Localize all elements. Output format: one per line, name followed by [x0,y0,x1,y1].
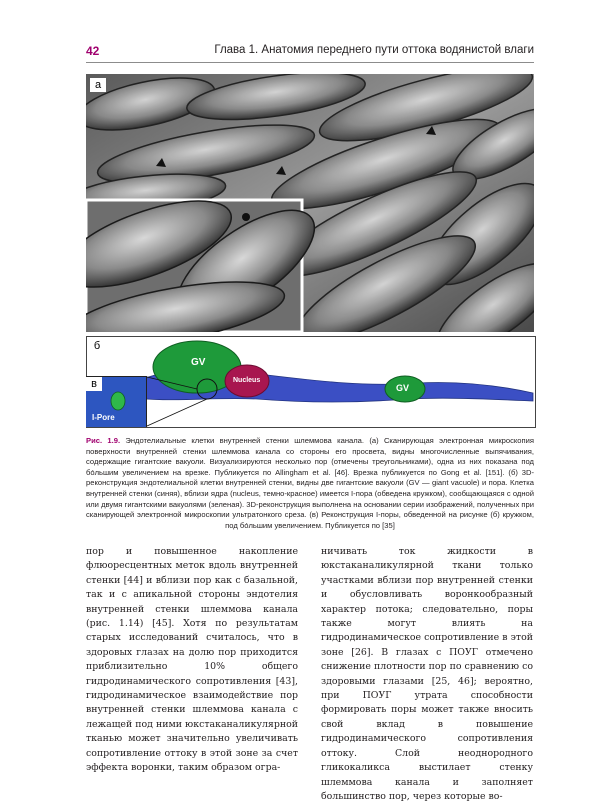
figure-panel-b-3d-reconstruction [86,336,536,428]
cell-3d-model [87,337,535,427]
caption-lead: Рис. 1.9. [86,436,121,445]
nucleus-label: Nucleus [233,377,261,384]
panel-label-a: а [90,78,106,92]
page-header [86,44,534,60]
ipore-label: I-Pore [92,413,115,422]
inset-enlarged-pore [86,183,331,332]
left-column-paragraph: пор и повышенное накопление флюоресцентных меток вдоль внутренней стенки [44] и вблизи пор как с базальной, так и с апикальной стороны эндотелия внутренней стенки шлеммова канала (рис. 1.14) [45]. Хотя по результатам старых исследований считалось, что в здоровых глазах на долю пор приходится приблизительно 10% общего гидродинамического сопротивления [43], гидродинамическое взаимодействие пор внутренней стенки шлеммова канала с лежащей под ними юкстаканаликулярной тканью может значительно увеличивать сопротивление оттоку в этой зоне за счет эффекта воронки, таким образом огра- [86,546,298,774]
right-column-paragraph: ничивать ток жидкости в юкстаканаликулярной ткани только участками вблизи пор внутренней стенки и обусловливать воронкообразный характер потока; следовательно, поры также могут влиять на гидродинамическое сопротивление в этой зоне [26]. В глазах с ПОУГ отмечено снижение плотности пор по сравнению со здоровыми глазами [25, 46]; вероятно, при ПОУГ утрата способности формировать поры может также вносить свой вклад в повышение гидродинамического сопротивления оттоку. Слой неоднородного гликокаликса выстилает стенку шлеммова канала и заполняет большинство пор, через которые во- [321,546,533,802]
figure-panel-c-ipore [86,376,147,427]
sem-micrograph [86,74,534,332]
panel-label-b: б [89,339,105,353]
gv-label-1: GV [191,357,206,368]
body-column-right [321,545,533,804]
figure-caption [86,436,534,531]
gv-label-2: GV [396,383,410,393]
panel-label-c: в [86,377,102,391]
header-divider [86,62,534,63]
figure-panel-a-sem-image [86,74,534,332]
page-number: 42 [86,44,100,58]
caption-text: Эндотелиальные клетки внутренней стенки шлеммова канала. (а) Сканирующая электронная микроскопия поверхности внутренней стенки шлеммова канала со стороны его просвета, видны многочисленные выпячивания, содержащие гигантские вакуоли. Визуализируются несколько пор (отмечены треугольниками), одна из них показана под бо́льшим увеличением на врезке. Публикуется по Allingham et al. [46]. Врезка публикуется по Gong et al. [151]. (б) 3D-реконструкция эндотелиальной клетки внутренней стенки, видны две гигантские вакуоли (GV — giant vacuole) и пора. Клетка внутренней стенки (синяя), вблизи ядра (nucleus, темно-красное) имеется I-пора (обведена кружком), сообщающаяся с одной или двумя гигантскими вакуолями (зеленая). 3D-реконструкция выполнена на основании серии изображений, полученных при сканирующей электронной микроскопии ультратонкого среза. (в) Реконструкция I-поры, обведенной на рисунке (б) кружком, под бо́льшим увеличением. Публикуется по [35] [86,436,534,530]
running-title: Глава 1. Анатомия переднего пути оттока водянистой влаги [214,44,534,56]
body-column-left [86,545,298,776]
